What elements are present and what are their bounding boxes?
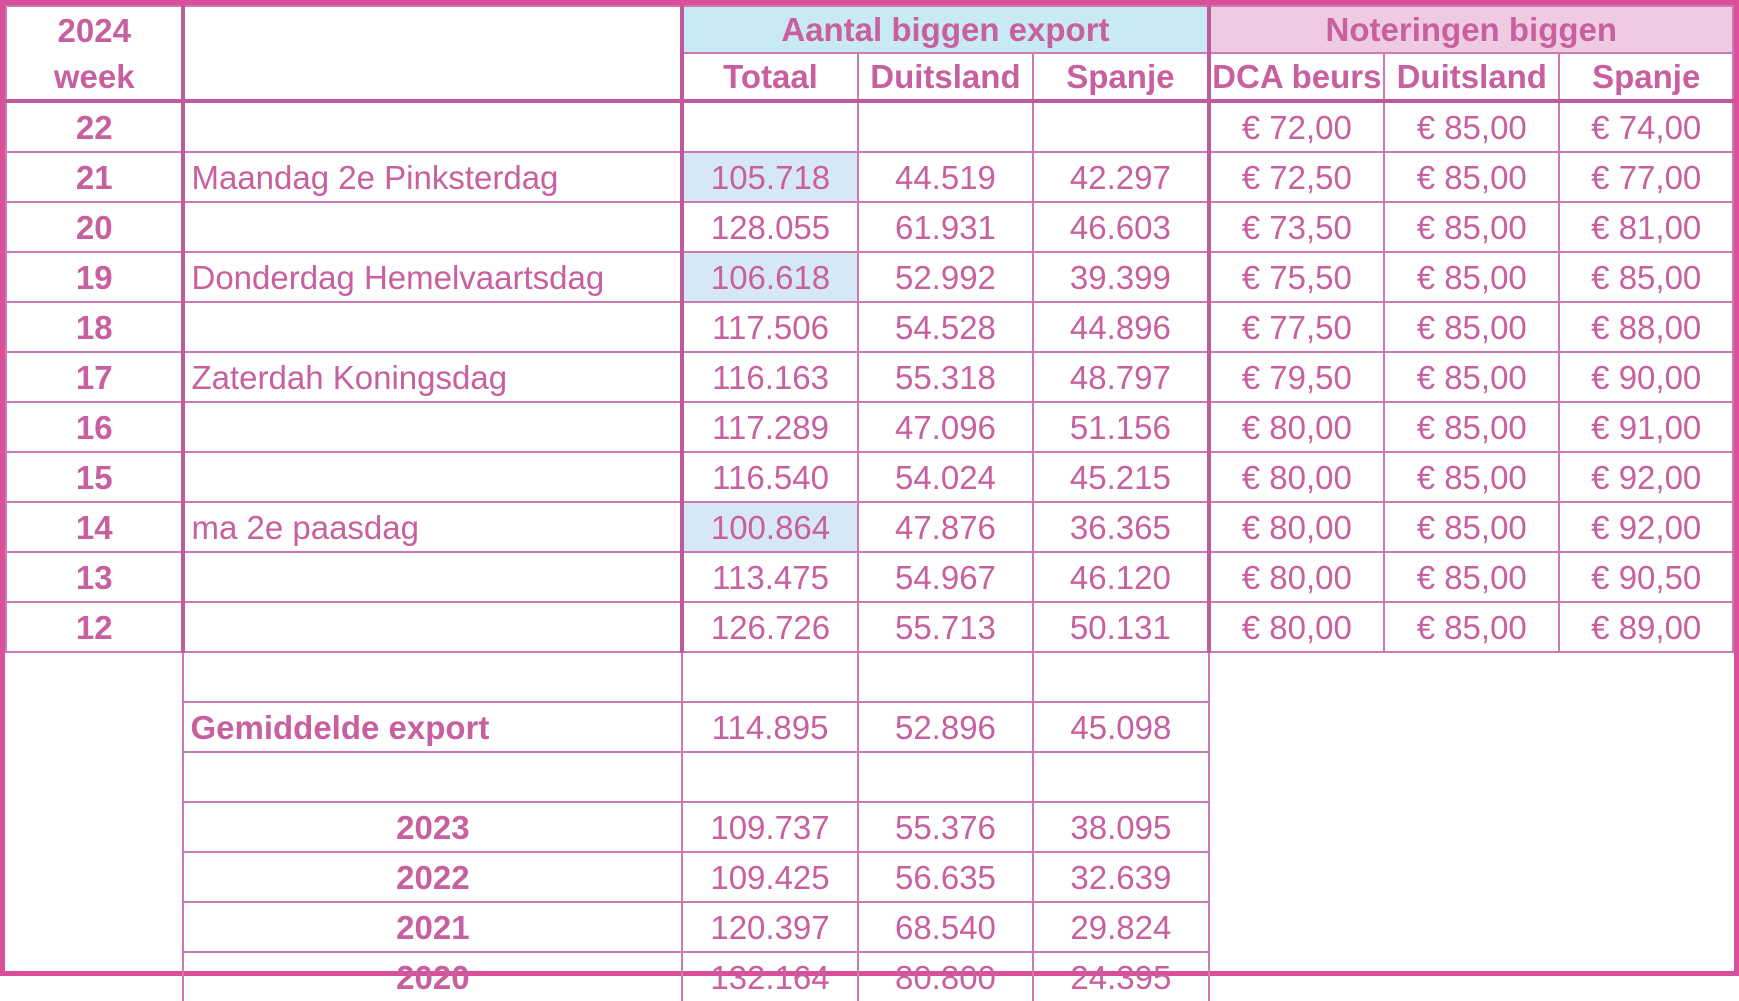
table-row <box>6 502 1733 552</box>
week-cell: 21 <box>6 152 183 202</box>
note-cell <box>183 101 682 152</box>
empty-cell <box>1559 902 1733 952</box>
average-row <box>6 702 1733 752</box>
empty-cell <box>682 752 857 802</box>
spanje-cell <box>1033 101 1208 152</box>
note-cell: Donderdag Hemelvaartsdag <box>183 252 682 302</box>
year-duitsland: 55.376 <box>858 802 1033 852</box>
duitsland-cell: 47.876 <box>858 502 1033 552</box>
year-spanje: 32.639 <box>1033 852 1208 902</box>
spanje-cell: 42.297 <box>1033 152 1208 202</box>
empty-cell <box>1384 652 1559 702</box>
spanje-cell: 50.131 <box>1033 602 1208 652</box>
totaal-cell: 116.163 <box>682 352 857 402</box>
duitsland-price-cell: € 85,00 <box>1384 101 1559 152</box>
spanje-price-cell: € 90,50 <box>1559 552 1733 602</box>
spanje-cell: 46.603 <box>1033 202 1208 252</box>
duitsland-cell: 55.713 <box>858 602 1033 652</box>
totaal-cell: 105.718 <box>682 152 857 202</box>
empty-cell <box>6 752 183 802</box>
year-totaal: 120.397 <box>682 902 857 952</box>
totaal-cell: 117.289 <box>682 402 857 452</box>
spanje-cell: 46.120 <box>1033 552 1208 602</box>
empty-cell <box>1384 902 1559 952</box>
empty-cell <box>1384 952 1559 1001</box>
year-label: 2022 <box>183 852 682 902</box>
spanje-price-cell: € 85,00 <box>1559 252 1733 302</box>
note-cell <box>183 202 682 252</box>
duitsland-cell: 47.096 <box>858 402 1033 452</box>
empty-cell <box>1209 852 1384 902</box>
week-cell: 20 <box>6 202 183 252</box>
empty-cell <box>6 852 183 902</box>
empty-cell <box>1384 702 1559 752</box>
year-header: 2024 <box>6 6 183 53</box>
year-row <box>6 802 1733 852</box>
average-totaal: 114.895 <box>682 702 857 752</box>
export-group-header: Aantal biggen export <box>682 6 1208 53</box>
spanje-price-cell: € 91,00 <box>1559 402 1733 452</box>
dca-price-cell: € 72,00 <box>1209 101 1384 152</box>
empty-cell <box>682 652 857 702</box>
year-label: 2023 <box>183 802 682 852</box>
spanje-price-cell: € 89,00 <box>1559 602 1733 652</box>
duitsland-cell: 54.024 <box>858 452 1033 502</box>
table-row <box>6 202 1733 252</box>
totaal-cell: 117.506 <box>682 302 857 352</box>
table-row <box>6 402 1733 452</box>
table-row <box>6 352 1733 402</box>
col-header-dca-beurs: DCA beurs <box>1209 53 1384 101</box>
duitsland-cell: 61.931 <box>858 202 1033 252</box>
spacer-row <box>6 752 1733 802</box>
year-duitsland: 56.635 <box>858 852 1033 902</box>
header-row-columns <box>6 53 1733 101</box>
empty-cell <box>1559 802 1733 852</box>
duitsland-price-cell: € 85,00 <box>1384 502 1559 552</box>
week-cell: 22 <box>6 101 183 152</box>
empty-cell <box>1559 952 1733 1001</box>
year-label: 2021 <box>183 902 682 952</box>
note-cell <box>183 602 682 652</box>
spanje-cell: 44.896 <box>1033 302 1208 352</box>
duitsland-price-cell: € 85,00 <box>1384 552 1559 602</box>
empty-cell <box>1384 852 1559 902</box>
totaal-cell: 113.475 <box>682 552 857 602</box>
empty-cell <box>183 652 682 702</box>
empty-cell <box>1209 952 1384 1001</box>
empty-cell <box>6 652 183 702</box>
duitsland-price-cell: € 85,00 <box>1384 402 1559 452</box>
col-header-price-spanje: Spanje <box>1559 53 1733 101</box>
dca-price-cell: € 77,50 <box>1209 302 1384 352</box>
spanje-price-cell: € 88,00 <box>1559 302 1733 352</box>
dca-price-cell: € 73,50 <box>1209 202 1384 252</box>
header-row-groups <box>6 6 1733 53</box>
duitsland-price-cell: € 85,00 <box>1384 202 1559 252</box>
table-row <box>6 602 1733 652</box>
week-header: week <box>6 53 183 101</box>
year-totaal: 109.737 <box>682 802 857 852</box>
spanje-price-cell: € 92,00 <box>1559 452 1733 502</box>
dca-price-cell: € 80,00 <box>1209 502 1384 552</box>
week-cell: 19 <box>6 252 183 302</box>
note-cell <box>183 402 682 452</box>
average-spanje: 45.098 <box>1033 702 1208 752</box>
dca-price-cell: € 80,00 <box>1209 552 1384 602</box>
empty-cell <box>1209 702 1384 752</box>
year-totaal: 132.164 <box>682 952 857 1001</box>
table-row <box>6 302 1733 352</box>
spanje-cell: 48.797 <box>1033 352 1208 402</box>
spanje-cell: 36.365 <box>1033 502 1208 552</box>
dca-price-cell: € 72,50 <box>1209 152 1384 202</box>
empty-cell <box>6 952 183 1001</box>
spanje-price-cell: € 81,00 <box>1559 202 1733 252</box>
year-totaal: 109.425 <box>682 852 857 902</box>
dca-price-cell: € 80,00 <box>1209 602 1384 652</box>
col-header-price-duitsland: Duitsland <box>1384 53 1559 101</box>
duitsland-cell: 52.992 <box>858 252 1033 302</box>
spacer-row <box>6 652 1733 702</box>
week-cell: 17 <box>6 352 183 402</box>
duitsland-price-cell: € 85,00 <box>1384 152 1559 202</box>
year-duitsland: 68.540 <box>858 902 1033 952</box>
year-spanje: 38.095 <box>1033 802 1208 852</box>
note-header-empty <box>183 6 682 53</box>
note-cell: ma 2e paasdag <box>183 502 682 552</box>
dca-price-cell: € 75,50 <box>1209 252 1384 302</box>
duitsland-cell <box>858 101 1033 152</box>
empty-cell <box>1209 752 1384 802</box>
empty-cell <box>858 652 1033 702</box>
dca-price-cell: € 80,00 <box>1209 402 1384 452</box>
empty-cell <box>1033 752 1208 802</box>
empty-cell <box>1209 652 1384 702</box>
week-cell: 15 <box>6 452 183 502</box>
empty-cell <box>6 802 183 852</box>
week-cell: 14 <box>6 502 183 552</box>
year-row <box>6 852 1733 902</box>
spanje-price-cell: € 90,00 <box>1559 352 1733 402</box>
duitsland-price-cell: € 85,00 <box>1384 302 1559 352</box>
col-header-totaal: Totaal <box>682 53 857 101</box>
totaal-cell: 100.864 <box>682 502 857 552</box>
empty-cell <box>6 702 183 752</box>
empty-cell <box>183 752 682 802</box>
year-duitsland: 80.800 <box>858 952 1033 1001</box>
note-cell <box>183 302 682 352</box>
duitsland-cell: 55.318 <box>858 352 1033 402</box>
col-header-spanje: Spanje <box>1033 53 1208 101</box>
totaal-cell: 126.726 <box>682 602 857 652</box>
note-cell <box>183 452 682 502</box>
empty-cell <box>1559 702 1733 752</box>
note-cell <box>183 552 682 602</box>
spanje-cell: 39.399 <box>1033 252 1208 302</box>
table-row <box>6 101 1733 152</box>
spanje-price-cell: € 74,00 <box>1559 101 1733 152</box>
empty-cell <box>1559 852 1733 902</box>
totaal-cell: 106.618 <box>682 252 857 302</box>
note-header-empty-2 <box>183 53 682 101</box>
empty-cell <box>1209 802 1384 852</box>
average-duitsland: 52.896 <box>858 702 1033 752</box>
duitsland-price-cell: € 85,00 <box>1384 352 1559 402</box>
duitsland-price-cell: € 85,00 <box>1384 252 1559 302</box>
duitsland-cell: 54.528 <box>858 302 1033 352</box>
week-cell: 12 <box>6 602 183 652</box>
table-row <box>6 552 1733 602</box>
empty-cell <box>858 752 1033 802</box>
empty-cell <box>6 902 183 952</box>
note-cell: Maandag 2e Pinksterdag <box>183 152 682 202</box>
duitsland-price-cell: € 85,00 <box>1384 452 1559 502</box>
table-row <box>6 252 1733 302</box>
note-cell: Zaterdah Koningsdag <box>183 352 682 402</box>
biggen-export-table <box>5 5 1734 1001</box>
totaal-cell: 128.055 <box>682 202 857 252</box>
year-row <box>6 952 1733 1001</box>
duitsland-cell: 44.519 <box>858 152 1033 202</box>
year-spanje: 29.824 <box>1033 902 1208 952</box>
empty-cell <box>1384 752 1559 802</box>
table-row <box>6 452 1733 502</box>
year-label: 2020 <box>183 952 682 1001</box>
totaal-cell: 116.540 <box>682 452 857 502</box>
empty-cell <box>1384 802 1559 852</box>
notes-group-header: Noteringen biggen <box>1209 6 1733 53</box>
duitsland-cell: 54.967 <box>858 552 1033 602</box>
spanje-cell: 45.215 <box>1033 452 1208 502</box>
empty-cell <box>1559 652 1733 702</box>
spanje-cell: 51.156 <box>1033 402 1208 452</box>
table-row <box>6 152 1733 202</box>
dca-price-cell: € 80,00 <box>1209 452 1384 502</box>
year-spanje: 24.395 <box>1033 952 1208 1001</box>
week-cell: 16 <box>6 402 183 452</box>
col-header-duitsland: Duitsland <box>858 53 1033 101</box>
spanje-price-cell: € 77,00 <box>1559 152 1733 202</box>
empty-cell <box>1209 902 1384 952</box>
year-row <box>6 902 1733 952</box>
week-cell: 18 <box>6 302 183 352</box>
week-cell: 13 <box>6 552 183 602</box>
spanje-price-cell: € 92,00 <box>1559 502 1733 552</box>
average-label: Gemiddelde export <box>183 702 682 752</box>
empty-cell <box>1559 752 1733 802</box>
empty-cell <box>1033 652 1208 702</box>
dca-price-cell: € 79,50 <box>1209 352 1384 402</box>
totaal-cell <box>682 101 857 152</box>
duitsland-price-cell: € 85,00 <box>1384 602 1559 652</box>
